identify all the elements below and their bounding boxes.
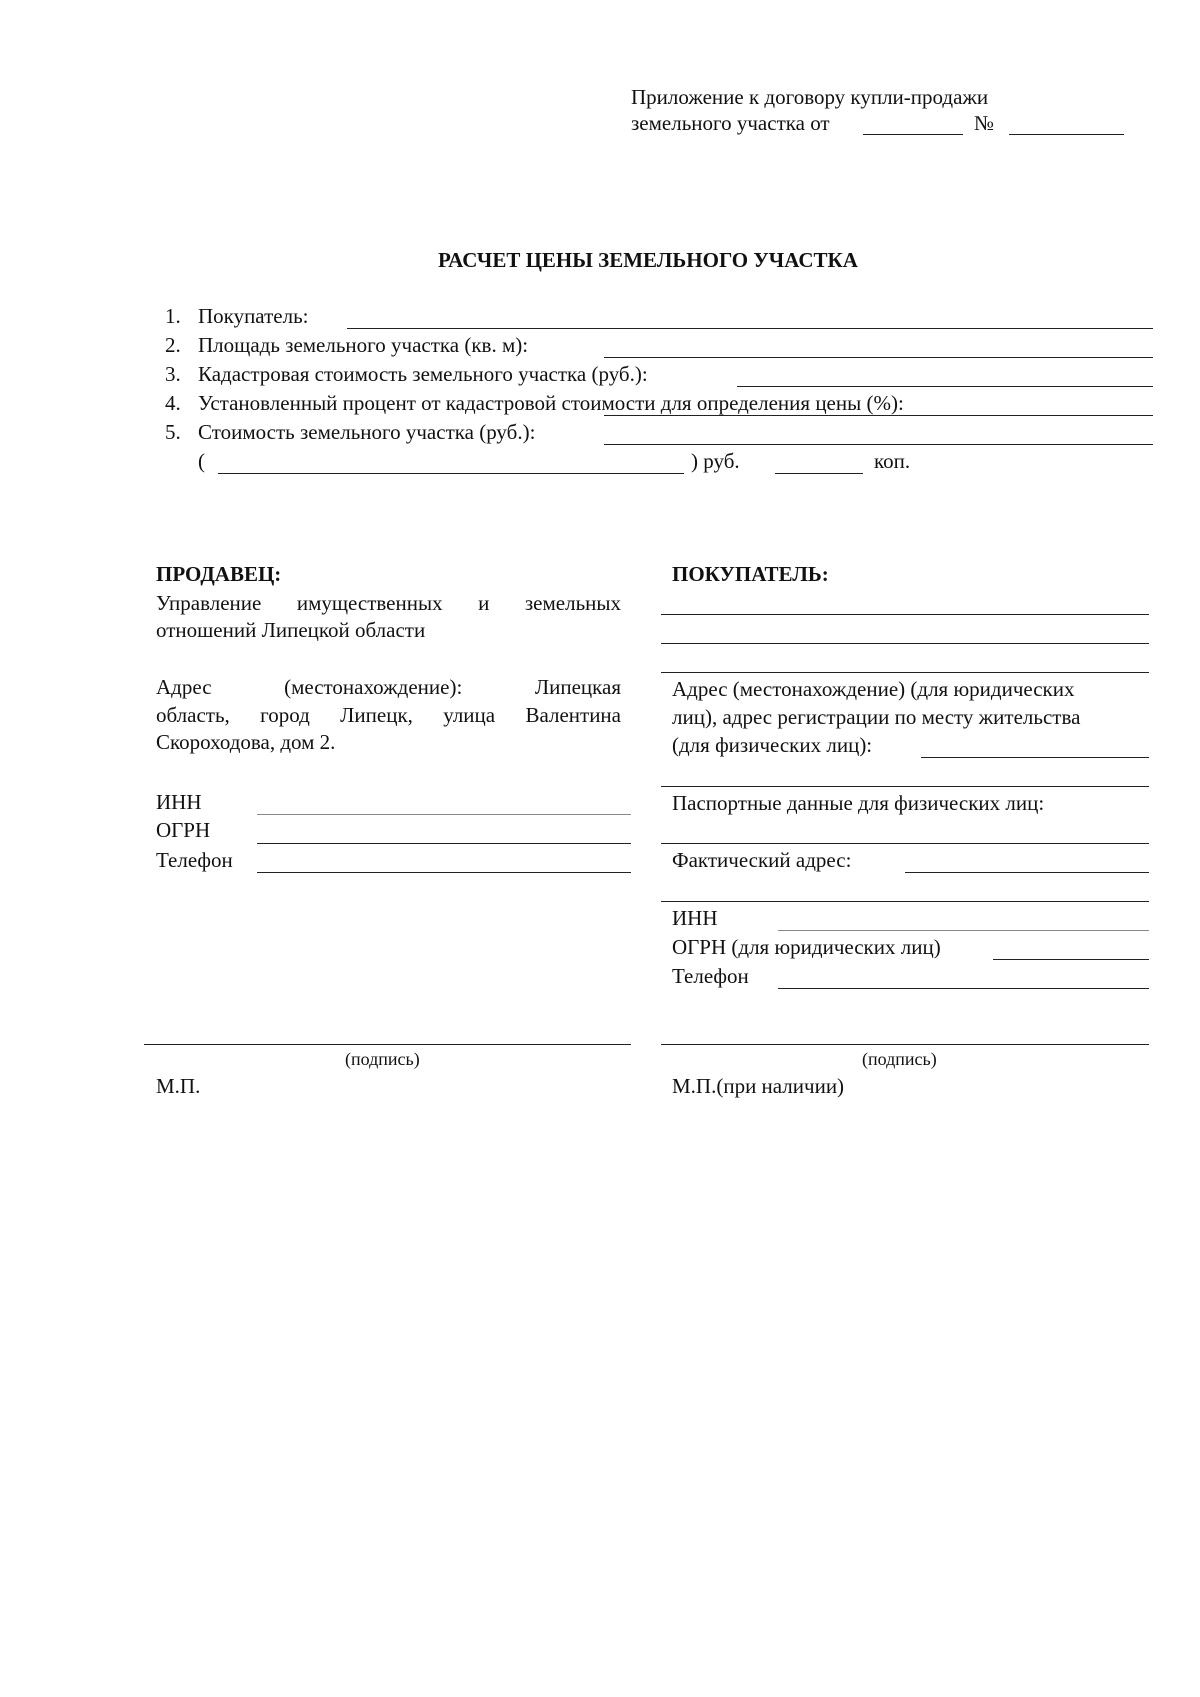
amount-kop-label: коп. (874, 449, 911, 473)
amount-in-words-blank[interactable] (218, 473, 684, 474)
buyer-ogrn-blank[interactable] (993, 959, 1149, 960)
buyer-actual-address-label: Фактический адрес: (672, 848, 852, 872)
amount-kop-blank[interactable] (775, 473, 863, 474)
seller-address-line1: Адрес (местонахождение): Липецкая (156, 675, 621, 699)
buyer-address-line1: Адрес (местонахождение) (для юридических (672, 677, 1075, 701)
seller-phone-blank[interactable] (257, 872, 631, 873)
seller-ogrn-label: ОГРН (156, 818, 211, 842)
buyer-signature-line[interactable] (661, 1044, 1149, 1045)
item-5-number: 5. (165, 420, 181, 444)
buyer-name-blank-2[interactable] (661, 643, 1149, 644)
buyer-inn-label: ИНН (672, 906, 718, 930)
buyer-inn-blank[interactable] (778, 930, 1149, 931)
amount-open-paren: ( (198, 449, 205, 473)
page-title: РАСЧЕТ ЦЕНЫ ЗЕМЕЛЬНОГО УЧАСТКА (438, 248, 858, 272)
item-1-buyer-label: Покупатель: (198, 304, 309, 328)
seller-org-line2: отношений Липецкой области (156, 618, 426, 642)
seller-heading: ПРОДАВЕЦ: (156, 562, 282, 586)
buyer-passport-blank[interactable] (661, 843, 1149, 844)
item-2-number: 2. (165, 333, 181, 357)
contract-date-blank[interactable] (863, 134, 963, 135)
contract-number-blank[interactable] (1009, 134, 1124, 135)
appendix-header-line2: земельного участка от (631, 111, 830, 135)
seller-ogrn-blank[interactable] (257, 843, 631, 844)
seller-phone-label: Телефон (156, 848, 233, 872)
buyer-heading: ПОКУПАТЕЛЬ: (672, 562, 829, 586)
item-3-number: 3. (165, 362, 181, 386)
buyer-address-line3: (для физических лиц): (672, 733, 873, 757)
buyer-address-line2: лиц), адрес регистрации по месту жительства (672, 705, 1081, 729)
number-sign: № (974, 111, 995, 135)
amount-rub-label: ) руб. (691, 449, 740, 473)
buyer-phone-blank[interactable] (778, 988, 1149, 989)
item-5-price-label: Стоимость земельного участка (руб.): (198, 420, 536, 444)
seller-signature-line[interactable] (144, 1044, 631, 1045)
seller-org-line1: Управление имущественных и земельных (156, 591, 621, 615)
seller-address-line3: Скороходова, дом 2. (156, 730, 336, 754)
seller-address-line2: область, город Липецк, улица Валентина (156, 703, 621, 727)
buyer-passport-label: Паспортные данные для физических лиц: (672, 791, 1045, 815)
buyer-ogrn-label: ОГРН (для юридических лиц) (672, 935, 941, 959)
buyer-stamp-label: М.П.(при наличии) (672, 1074, 845, 1098)
seller-inn-blank[interactable] (257, 814, 631, 815)
seller-signature-caption: (подпись) (345, 1049, 420, 1069)
item-1-number: 1. (165, 304, 181, 328)
buyer-actual-address-blank-1[interactable] (905, 872, 1149, 873)
buyer-name-blank-1[interactable] (661, 614, 1149, 615)
item-1-buyer-blank[interactable] (347, 328, 1153, 329)
appendix-header-line1: Приложение к договору купли-продажи (631, 85, 989, 109)
buyer-address-blank-1[interactable] (921, 757, 1149, 758)
buyer-address-blank-2[interactable] (661, 786, 1149, 787)
item-4-number: 4. (165, 391, 181, 415)
item-2-area-label: Площадь земельного участка (кв. м): (198, 333, 529, 357)
item-2-area-blank[interactable] (604, 357, 1153, 358)
item-3-cadastral-label: Кадастровая стоимость земельного участка (руб.): (198, 362, 648, 386)
buyer-actual-address-blank-2[interactable] (661, 901, 1149, 902)
item-4-percent-blank[interactable] (604, 415, 1153, 416)
item-3-cadastral-blank[interactable] (737, 386, 1153, 387)
seller-inn-label: ИНН (156, 790, 202, 814)
buyer-name-blank-3[interactable] (661, 672, 1149, 673)
item-5-price-blank[interactable] (604, 444, 1153, 445)
item-4-percent-label: Установленный процент от кадастровой стоимости для определения цены (%): (198, 391, 904, 415)
buyer-phone-label: Телефон (672, 964, 749, 988)
seller-stamp-label: М.П. (156, 1074, 201, 1098)
buyer-signature-caption: (подпись) (862, 1049, 937, 1069)
